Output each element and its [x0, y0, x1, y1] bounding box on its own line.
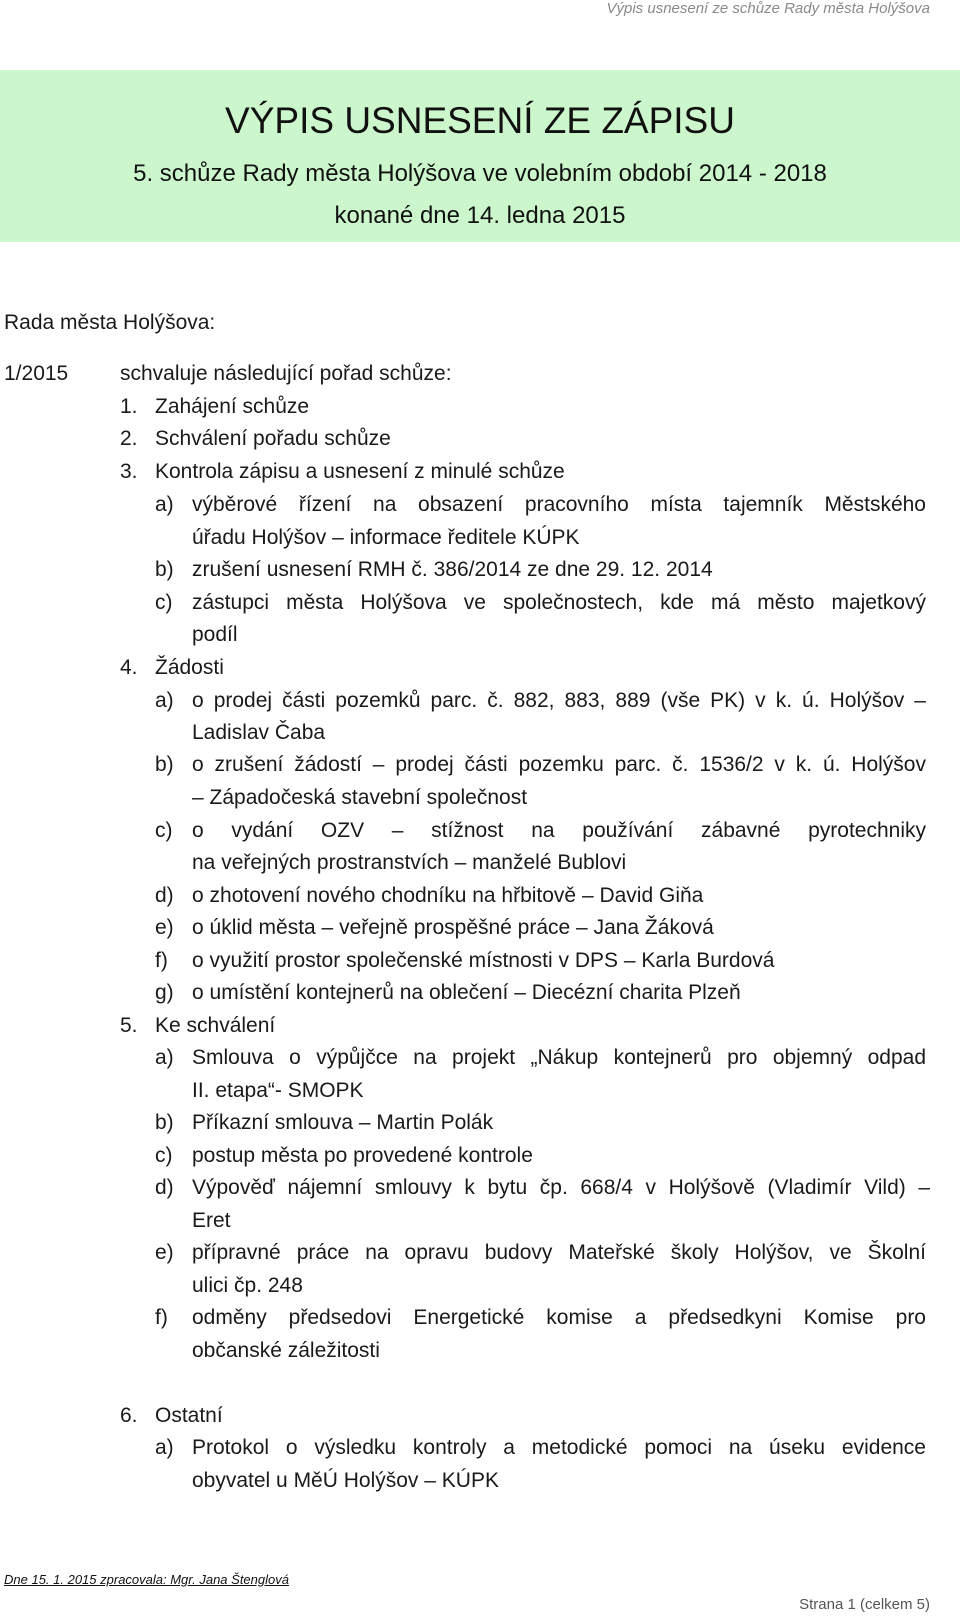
subitem-4c-line2: na veřejných prostranstvích – manželé Bublovi [192, 851, 627, 874]
subitem-4c-line1: o vydání OZV – stížnost na používání zábavné pyrotechniky [192, 819, 926, 842]
subitem-3a-line1: výběrové řízení na obsazení pracovního místa tajemník Městského [192, 493, 926, 516]
agenda-item-3-text: Kontrola zápisu a usnesení z minulé schůze [155, 460, 565, 483]
subitem-4d-letter: d) [155, 884, 174, 907]
subitem-3a-line2: úřadu Holýšov – informace ředitele KÚPK [192, 526, 580, 549]
subitem-3b-letter: b) [155, 558, 174, 581]
subitem-5c-line1: postup města po provedené kontrole [192, 1144, 533, 1167]
subitem-5c-letter: c) [155, 1144, 173, 1167]
resolution-line [120, 357, 452, 390]
agenda-item-4-text: Žádosti [155, 656, 224, 679]
agenda-item-5-number: 5. [120, 1014, 138, 1037]
resolution-number: 1/2015 [4, 362, 69, 385]
footer-author: Dne 15. 1. 2015 zpracovala: Mgr. Jana Štenglová [4, 1572, 289, 1587]
subitem-5e-letter: e) [155, 1241, 174, 1264]
subitem-3b-line1: zrušení usnesení RMH č. 386/2014 ze dne 29. 12. 2014 [192, 558, 713, 581]
subitem-5f-line1: odměny předsedovi Energetické komise a předsedkyni Komise pro [192, 1306, 926, 1329]
subitem-4e-letter: e) [155, 916, 174, 939]
subitem-4f-line1: o využití prostor společenské místnosti v DPS – Karla Burdová [192, 949, 775, 972]
subitem-3c-line2: podíl [192, 623, 238, 646]
agenda-item-5-text: Ke schválení [155, 1014, 276, 1037]
subitem-5b-line1: Příkazní smlouva – Martin Polák [192, 1111, 494, 1134]
subitem-5a-line1: Smlouva o výpůjčce na projekt „Nákup kontejnerů pro objemný odpad [192, 1046, 926, 1069]
subitem-5d-letter: d) [155, 1176, 174, 1199]
subitem-3c-letter: c) [155, 591, 173, 614]
subitem-4d-line1: o zhotovení nového chodníku na hřbitově – David Giňa [192, 884, 704, 907]
subitem-6a-line2: obyvatel u MěÚ Holýšov – KÚPK [192, 1469, 499, 1492]
subitem-5d-line1: Výpověď nájemní smlouvy k bytu čp. 668/4 v Holýšově (Vladimír Vild) – [192, 1176, 930, 1199]
agenda-item-3-number: 3. [120, 460, 138, 483]
meeting-subtitle: 5. schůze Rady města Holýšova ve volebním období 2014 - 2018 [133, 160, 827, 187]
subitem-3a-letter: a) [155, 493, 174, 516]
resolution-verb: schvaluje [120, 362, 208, 385]
subitem-4b-line1: o zrušení žádostí – prodej části pozemku parc. č. 1536/2 v k. ú. Holýšov [192, 753, 926, 776]
subitem-4a-line2: Ladislav Čaba [192, 721, 326, 744]
subitem-5a-line2: II. etapa“- SMOPK [192, 1079, 364, 1102]
agenda-item-1-number: 1. [120, 395, 138, 418]
subitem-5d-line2: Eret [192, 1209, 231, 1232]
subitem-4b-letter: b) [155, 753, 174, 776]
agenda-item-2-text: Schválení pořadu schůze [155, 427, 391, 450]
subitem-4f-letter: f) [155, 949, 168, 972]
running-header: Výpis usnesení ze schůze Rady města Holýšova [606, 0, 930, 17]
subitem-4a-line1: o prodej části pozemků parc. č. 882, 883, 889 (vše PK) v k. ú. Holýšov – [192, 689, 926, 712]
subitem-5f-letter: f) [155, 1306, 168, 1329]
agenda-item-2-number: 2. [120, 427, 138, 450]
subitem-5a-letter: a) [155, 1046, 174, 1069]
subitem-4b-line2: – Západočeská stavební společnost [192, 786, 528, 809]
title-box [0, 70, 960, 242]
subitem-6a-line1: Protokol o výsledku kontroly a metodické pomoci na úseku evidence [192, 1436, 926, 1459]
agenda-item-1-text: Zahájení schůze [155, 395, 310, 418]
subitem-4c-letter: c) [155, 819, 173, 842]
resolution-text: následující pořad schůze: [213, 362, 452, 385]
meeting-date: konané dne 14. ledna 2015 [334, 202, 626, 229]
subitem-4g-line1: o umístění kontejnerů na oblečení – Diecézní charita Plzeň [192, 981, 741, 1004]
subitem-4e-line1: o úklid města – veřejně prospěšné práce – Jana Žáková [192, 916, 714, 939]
subitem-6a-letter: a) [155, 1436, 174, 1459]
subitem-4a-letter: a) [155, 689, 174, 712]
subitem-5f-line2: občanské záležitosti [192, 1339, 380, 1362]
subitem-4g-letter: g) [155, 981, 174, 1004]
document-title: VÝPIS USNESENÍ ZE ZÁPISU [225, 100, 735, 141]
agenda-item-6-text: Ostatní [155, 1404, 223, 1427]
agenda-item-6-number: 6. [120, 1404, 138, 1427]
subitem-5e-line1: přípravné práce na opravu budovy Mateřské školy Holýšov, ve Školní [192, 1241, 926, 1264]
subitem-3c-line1: zástupci města Holýšova ve společnostech, kde má město majetkový [192, 591, 926, 614]
page-number: Strana 1 (celkem 5) [799, 1596, 930, 1613]
subitem-5b-letter: b) [155, 1111, 174, 1134]
subitem-5e-line2: ulici čp. 248 [192, 1274, 303, 1297]
agenda-item-4-number: 4. [120, 656, 138, 679]
council-intro: Rada města Holýšova: [4, 311, 216, 334]
